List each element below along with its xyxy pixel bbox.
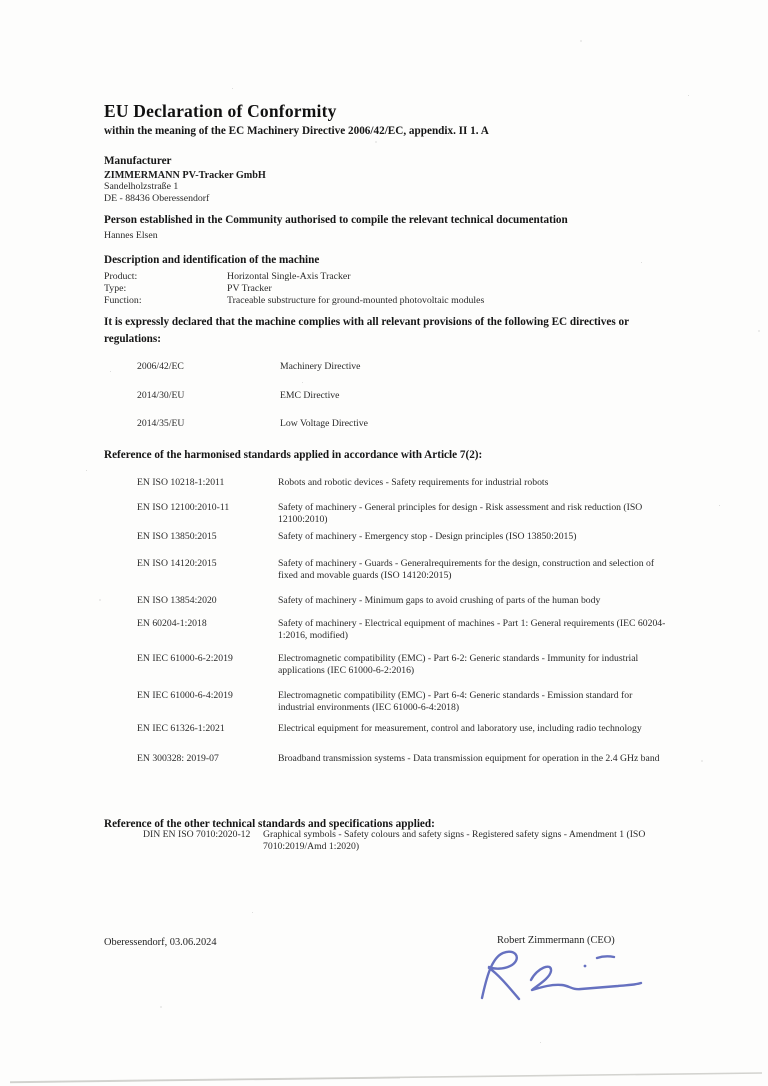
scan-edge-line [0,1062,768,1086]
document-title: EU Declaration of Conformity [104,101,337,121]
other-standards-heading: Reference of the other technical standards and specifications applied: [104,818,435,830]
machine-label: Product: [104,270,138,282]
title-block [104,101,704,137]
standard-description: Safety of machinery - Emergency stop - Design principles (ISO 13850:2015) [278,531,577,542]
manufacturer-name: ZIMMERMANN PV-Tracker GmbH [104,169,266,181]
machine-heading: Description and identification of the machine [104,254,320,266]
machine-label: Type: [104,282,127,294]
standard-code: EN ISO 13854:2020 [137,595,217,606]
standard-description: Graphical symbols - Safety colours and safety signs - Registered safety signs - Amendment 1 (ISO 7010:2019/Amd 1:2020) [263,829,646,853]
manufacturer-heading: Manufacturer [104,155,172,167]
harmonised-heading: Reference of the harmonised standards applied in accordance with Article 7(2): [104,449,483,461]
directive-code: 2006/42/EC [137,361,184,372]
directive-code: 2014/30/EU [137,390,185,401]
standard-code: EN ISO 14120:2015 [137,558,217,569]
machine-label: Function: [104,294,142,306]
standard-description: Electrical equipment for measurement, control and laboratory use, including radio technology [278,723,642,734]
manufacturer-block [104,153,524,205]
standard-description: Safety of machinery - Minimum gaps to avoid crushing of parts of the human body [278,595,601,606]
handwritten-signature [476,946,656,1008]
standard-code: EN 300328: 2019-07 [137,753,219,764]
machine-value: Traceable substructure for ground-mounted photovoltaic modules [227,294,485,306]
directives-heading: It is expressly declared that the machine complies with all relevant provisions of the following EC directives or regulations: [104,316,629,345]
standard-code: EN IEC 61000-6-4:2019 [137,690,233,701]
document-subtitle: within the meaning of the EC Machinery Directive 2006/42/EC, appendix. II 1. A [104,125,489,137]
machine-row-type [104,283,704,295]
manufacturer-street: Sandelholzstraße 1 [104,181,179,193]
manufacturer-city: DE - 88436 Oberessendorf [104,193,210,205]
standard-description: Robots and robotic devices - Safety requirements for industrial robots [278,477,549,488]
directive-name: Machinery Directive [280,361,361,372]
standard-code: EN ISO 13850:2015 [137,531,217,542]
authorised-person-heading: Person established in the Community authorised to compile the relevant technical documentation [104,214,568,226]
standard-description: Broadband transmission systems - Data transmission equipment for operation in the 2.4 GHz band [278,753,660,764]
machine-value: Horizontal Single-Axis Tracker [227,270,351,282]
standard-description: Electromagnetic compatibility (EMC) - Part 6-4: Generic standards - Emission standard for industrial environments (IEC 61000-6-4:2018) [278,690,633,714]
place-date: Oberessendorf, 03.06.2024 [104,937,217,948]
standard-code: EN IEC 61326-1:2021 [137,723,225,734]
machine-row-function [104,295,704,307]
standard-description: Electromagnetic compatibility (EMC) - Part 6-2: Generic standards - Immunity for industrial applications (IEC 61000-6-2:2016) [278,653,639,677]
standard-code: EN ISO 12100:2010-11 [137,502,230,513]
standard-code: EN 60204-1:2018 [137,618,207,629]
authorised-person-name: Hannes Elsen [104,229,158,241]
standard-code: EN IEC 61000-6-2:2019 [137,653,233,664]
directive-name: EMC Directive [280,390,340,401]
signer-name: Robert Zimmermann (CEO) [497,935,615,946]
machine-value: PV Tracker [227,282,272,294]
directive-code: 2014/35/EU [137,418,185,429]
standard-code: DIN EN ISO 7010:2020-12 [143,829,251,840]
standard-code: EN ISO 10218-1:2011 [137,477,225,488]
machine-row-product [104,271,704,283]
standard-description: Safety of machinery - Guards - Generalrequirements for the design, construction and selection of fixed and movable guards (ISO 14120:2015) [278,558,655,582]
standard-description: Safety of machinery - Electrical equipment of machines - Part 1: General requirements (IEC 60204-1:2016, modified) [278,618,666,642]
standard-description: Safety of machinery - General principles for design - Risk assessment and risk reduction (ISO 12100:2010) [278,502,643,526]
machine-description-block [104,252,704,307]
authorised-person-block [104,212,744,241]
directive-name: Low Voltage Directive [280,418,368,429]
